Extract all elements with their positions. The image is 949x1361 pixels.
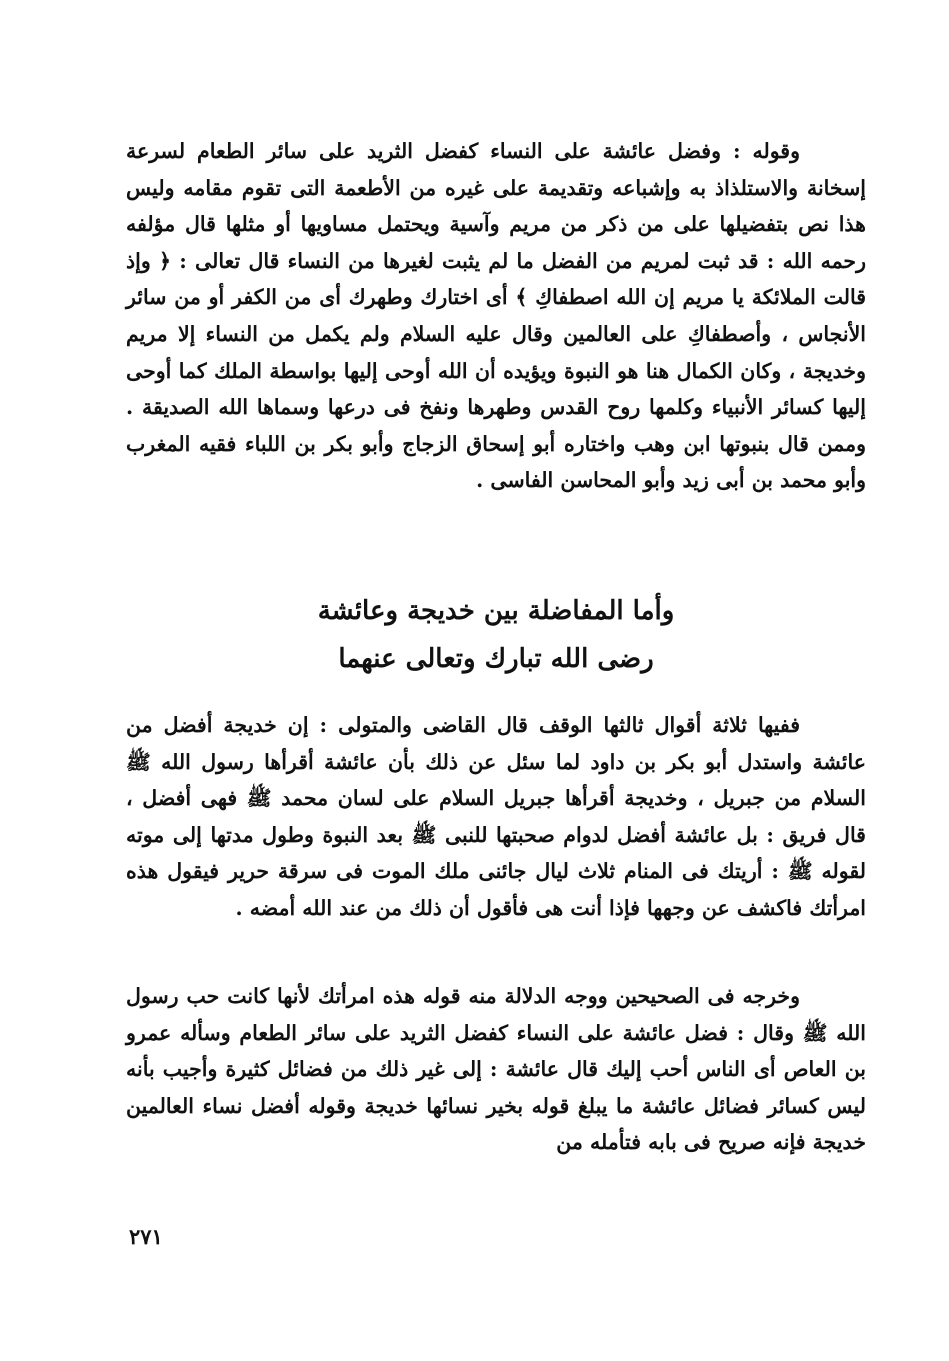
paragraph-text: ففيها ثلاثة أقوال ثالثها الوقف قال القاضى والمتولى : إن خديجة أفضل من عائشة واستدل أبو بكر بن داود لما سئل عن ذلك بأن عائشة أقرأها رسول الله ﷺ السلام من جبريل ، وخديجة أقرأها جبريل السلام على لسان محمد ﷺ فهى أفضل ، قال فريق : بل عائشة أفضل لدوام صحبتها للنبى ﷺ بعد النبوة وطول مدتها إلى موته لقوله ﷺ : أريتك فى المنام ثلاث ليال جائنى ملك الموت فى سرقة حرير فيقول هذه امرأتك فاكشف عن وجهها فإذا أنت هى فأقول أن ذلك من عند الله أمضه . — [126, 713, 866, 920]
paragraph-text: وقوله : وفضل عائشة على النساء كفضل الثريد على سائر الطعام لسرعة إسخانة والاستلذاذ به وإشباعه وتقديمة على غيره من الأطعمة التى تقوم مقامه وليس هذا نص بتفضيلها على من ذكر من مريم وآسية ويحتمل مساويها أو مثلها قال مؤلفه رحمه الله : قد ثبت لمريم من الفضل ما لم يثبت لغيرها من النساء قال تعالى : ﴿ وإذ قالت الملائكة يا مريم إن الله اصطفاكِ ﴾ أى اختارك وطهرك أى من الكفر أو من سائر الأنجاس ، وأصطفاكِ على العالمين وقال عليه السلام ولم يكمل من النساء إلا مريم وخديجة ، وكان الكمال هنا هو النبوة ويؤيده أن الله أوحى إليها بواسطة الملك كما أوحى إليها كسائر الأنبياء وكلمها روح القدس وطهرها ونفخ فى درعها وسماها الله الصديقة . وممن قال بنبوتها ابن وهب واختاره أبو إسحاق الزجاج وأبو بكر بن اللباء فقيه المغرب وأبو محمد بن أبى زيد وأبو المحاسن الفاسى . — [126, 139, 866, 493]
section-heading — [126, 587, 866, 683]
page-number: ٢٧١ — [129, 1224, 163, 1249]
paragraph-aisha-virtue — [126, 133, 866, 499]
paragraph-text: وخرجه فى الصحيحين ووجه الدلالة منه قوله هذه امرأتك لأنها كانت حب رسول الله ﷺ وقال : فضل عائشة على النساء كفضل الثريد على سائر الطعام وسأله عمرو بن العاص أى الناس أحب إليك قال عائشة : إلى غير ذلك من فضائل كثيرة وأجيب بأنه ليس كسائر فضائل عائشة ما يبلغ قوله بخير نسائها خديجة وقوله أفضل نساء العالمين خديجة فإنه صريح فى بابه فتأمله من — [126, 984, 866, 1155]
heading-line-2: رضى الله تبارك وتعالى عنهما — [338, 644, 654, 674]
paragraph-three-opinions — [126, 707, 866, 927]
heading-line-1: وأما المفاضلة بين خديجة وعائشة — [317, 596, 675, 626]
paragraph-sahihain — [126, 978, 866, 1161]
